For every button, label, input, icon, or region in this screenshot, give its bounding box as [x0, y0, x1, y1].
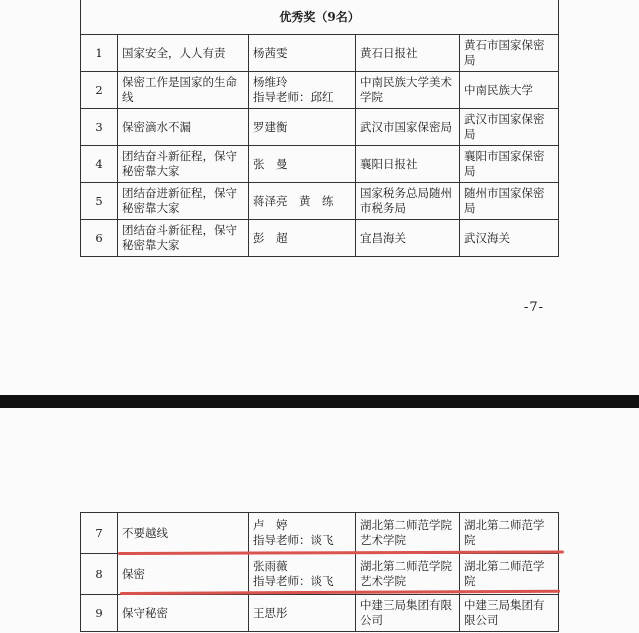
work-title: 国家安全，人人有责: [118, 35, 249, 72]
author: [249, 595, 356, 632]
author-line: 指导老师：谈飞: [253, 574, 334, 588]
author-line: 彭 超: [253, 230, 288, 245]
author-line: 杨维玲: [253, 75, 288, 89]
recommending-unit: 武汉海关: [460, 220, 559, 257]
page-separator: [0, 395, 639, 408]
row-number: 8: [81, 554, 118, 595]
work-title: 团结奋斗新征程，保守秘密靠大家: [118, 146, 249, 183]
table-row: [81, 513, 559, 554]
table-row: [81, 595, 559, 632]
author-unit: [356, 146, 460, 183]
author-unit-line: 艺术学院: [360, 574, 406, 588]
author: [249, 183, 356, 220]
author-unit-line: 宜昌海关: [360, 230, 406, 245]
author-unit: [356, 513, 460, 554]
recommending-unit: 襄阳市国家保密局: [460, 146, 559, 183]
row-number: 7: [81, 513, 118, 554]
award-table-top: [80, 0, 559, 257]
row-number: 1: [81, 35, 118, 72]
author-unit-line: 中建三局集团有限公司: [360, 598, 452, 627]
author: [249, 513, 356, 554]
table-row: [81, 109, 559, 146]
recommending-unit: 中南民族大学: [460, 72, 559, 109]
author-line: 杨茜雯: [253, 45, 288, 60]
row-number: 5: [81, 183, 118, 220]
author-line: 指导老师：邱红: [253, 90, 334, 104]
author-unit: [356, 220, 460, 257]
author-unit: [356, 35, 460, 72]
work-title: 团结奋进新征程，保守秘密靠大家: [118, 183, 249, 220]
author-line: 罗建衡: [253, 119, 288, 134]
author-line: 卢 婷: [253, 518, 288, 532]
row-number: 3: [81, 109, 118, 146]
row-number: 9: [81, 595, 118, 632]
author-line: 张雨薇: [253, 559, 288, 573]
author-unit-line: 艺术学院: [360, 533, 406, 547]
author-unit-line: 中南民族大学美术学院: [360, 75, 452, 104]
section-title: 优秀奖（9名）: [81, 0, 559, 35]
author-unit: [356, 183, 460, 220]
author-unit-line: 武汉市国家保密局: [360, 119, 452, 134]
award-rows-bottom: [81, 513, 559, 632]
work-title: 保守秘密: [118, 595, 249, 632]
table-row: [81, 183, 559, 220]
author-line: 蒋泽亮 黄 练: [253, 193, 334, 208]
recommending-unit: 随州市国家保密局: [460, 183, 559, 220]
work-title: 保密滴水不漏: [118, 109, 249, 146]
author-unit: [356, 554, 460, 595]
table-row: [81, 220, 559, 257]
author: [249, 35, 356, 72]
table-row: [81, 146, 559, 183]
recommending-unit: 武汉市国家保密局: [460, 109, 559, 146]
recommending-unit: 黄石市国家保密局: [460, 35, 559, 72]
recommending-unit: 湖北第二师范学院: [460, 554, 559, 595]
author-unit-line: 湖北第二师范学院: [360, 559, 452, 573]
author-unit-line: 湖北第二师范学院: [360, 518, 452, 532]
table-row: [81, 554, 559, 595]
work-title: 保密: [118, 554, 249, 595]
author: [249, 554, 356, 595]
author-unit: [356, 109, 460, 146]
page-number: -7-: [524, 300, 545, 315]
author-unit: [356, 72, 460, 109]
row-number: 6: [81, 220, 118, 257]
author: [249, 146, 356, 183]
recommending-unit: 中建三局集团有限公司: [460, 595, 559, 632]
row-number: 4: [81, 146, 118, 183]
author-line: 指导老师：谈飞: [253, 533, 334, 547]
award-rows-top: [81, 35, 559, 257]
author-line: 王思彤: [253, 605, 288, 620]
recommending-unit: 湖北第二师范学院: [460, 513, 559, 554]
author: [249, 72, 356, 109]
author-unit-line: 黄石日报社: [360, 45, 418, 60]
author-unit: [356, 595, 460, 632]
award-table-bottom: [80, 512, 559, 632]
table-header-row: [81, 0, 559, 35]
author-line: 张 曼: [253, 156, 288, 171]
author-unit-line: 市税务局: [360, 201, 406, 215]
table-row: [81, 35, 559, 72]
work-title: 团结奋斗新征程，保守秘密靠大家: [118, 220, 249, 257]
author: [249, 109, 356, 146]
author-unit-line: 襄阳日报社: [360, 156, 418, 171]
row-number: 2: [81, 72, 118, 109]
table-row: [81, 72, 559, 109]
author-unit-line: 国家税务总局随州: [360, 186, 452, 200]
author: [249, 220, 356, 257]
work-title: 不要越线: [118, 513, 249, 554]
work-title: 保密工作是国家的生命线: [118, 72, 249, 109]
